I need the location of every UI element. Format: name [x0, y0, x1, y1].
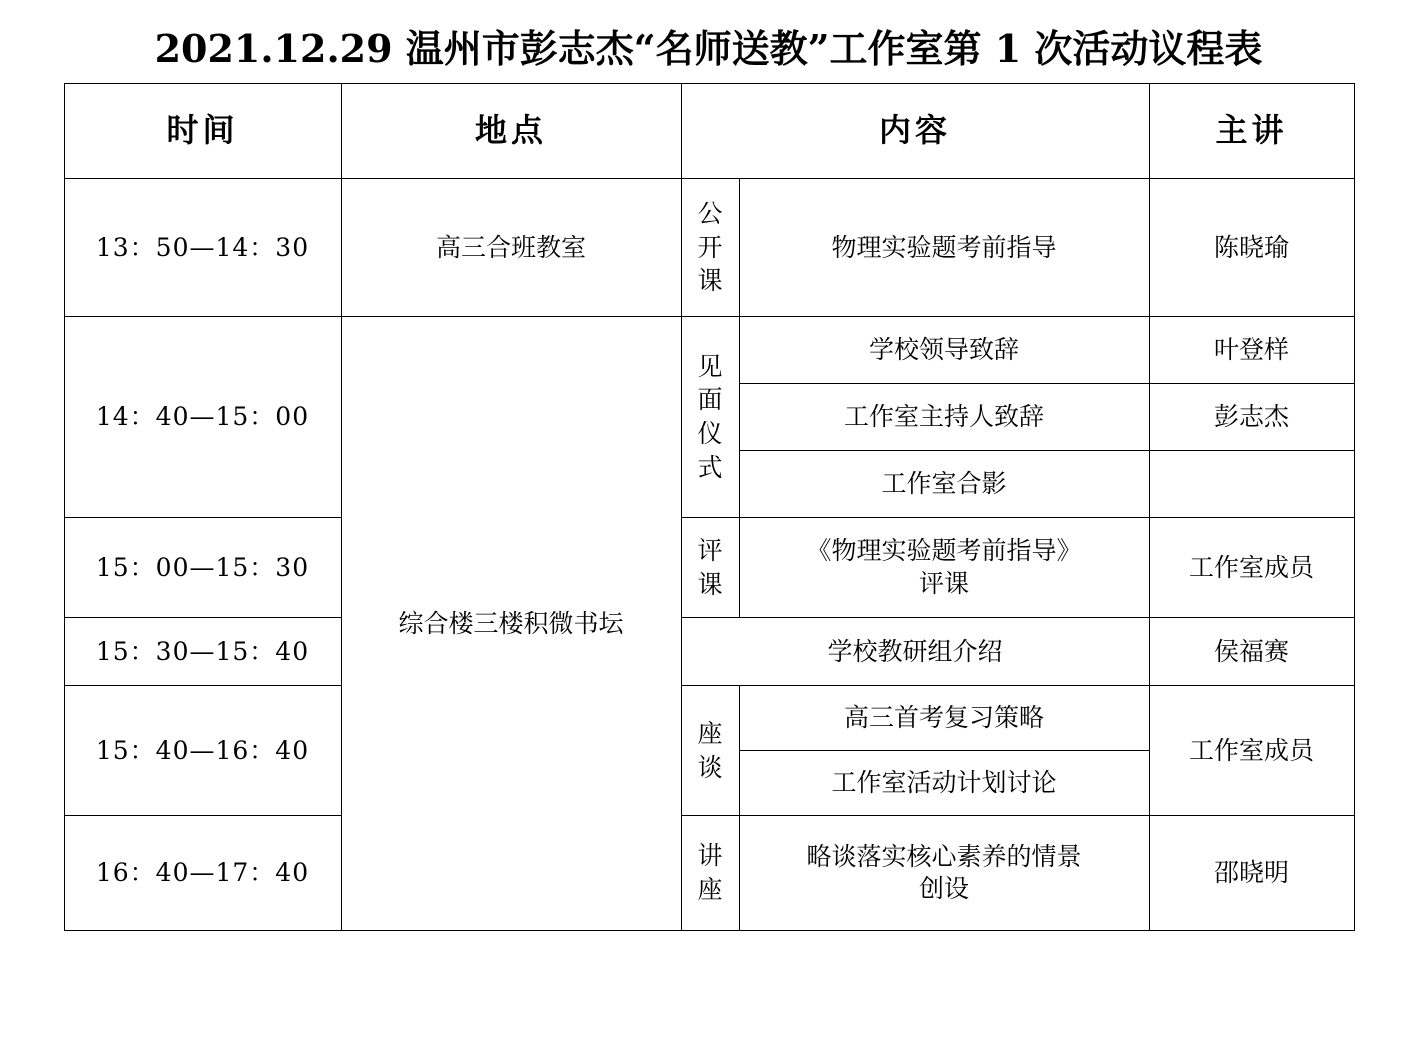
cell-content: 学校教研组介绍 [681, 618, 1149, 686]
cell-kind: 座 谈 [681, 686, 739, 816]
table-header-row [64, 84, 1354, 179]
table-row [64, 518, 1354, 618]
cell-time: 15：00—15：30 [64, 518, 341, 618]
cell-place: 高三合班教室 [341, 179, 681, 317]
cell-kind: 评 课 [681, 518, 739, 618]
column-header-place: 地点 [341, 84, 681, 179]
column-header-time: 时间 [64, 84, 341, 179]
agenda-table-wrapper [64, 83, 1354, 931]
cell-speaker: 彭志杰 [1149, 384, 1354, 451]
cell-speaker: 工作室成员 [1149, 518, 1354, 618]
table-row [64, 317, 1354, 384]
cell-kind: 见 面 仪 式 [681, 317, 739, 518]
agenda-table [64, 83, 1355, 931]
table-row [64, 686, 1354, 751]
page-title: 2021.12.29 温州市彭志杰“名师送教”工作室第 1 次活动议程表 [154, 26, 1263, 71]
cell-time: 15：30—15：40 [64, 618, 341, 686]
cell-content-line1: 略谈落实核心素养的情景 [806, 841, 1082, 871]
cell-time: 14：40—15：00 [64, 317, 341, 518]
cell-speaker: 陈晓瑜 [1149, 179, 1354, 317]
cell-content: 高三首考复习策略 [739, 686, 1149, 751]
cell-speaker: 叶登样 [1149, 317, 1354, 384]
column-header-speaker: 主讲 [1149, 84, 1354, 179]
cell-kind: 讲 座 [681, 816, 739, 931]
cell-content [739, 518, 1149, 618]
cell-content: 工作室活动计划讨论 [739, 751, 1149, 816]
table-row [64, 618, 1354, 686]
cell-time: 15：40—16：40 [64, 686, 341, 816]
cell-content-line1: 《物理实验题考前指导》 [806, 536, 1082, 565]
cell-content [739, 816, 1149, 931]
table-body [64, 179, 1354, 931]
cell-place: 综合楼三楼积微书坛 [341, 317, 681, 931]
cell-content: 工作室主持人致辞 [739, 384, 1149, 451]
column-header-content: 内容 [681, 84, 1149, 179]
cell-speaker: 工作室成员 [1149, 686, 1354, 816]
cell-kind: 公 开 课 [681, 179, 739, 317]
cell-content: 学校领导致辞 [739, 317, 1149, 384]
cell-speaker [1149, 451, 1354, 518]
cell-speaker: 邵晓明 [1149, 816, 1354, 931]
cell-time: 13：50—14：30 [64, 179, 341, 317]
cell-time: 16：40—17：40 [64, 816, 341, 931]
table-row [64, 816, 1354, 931]
cell-content-line2: 评课 [919, 568, 970, 598]
table-row [64, 179, 1354, 317]
cell-content: 物理实验题考前指导 [739, 179, 1149, 317]
cell-content: 工作室合影 [739, 451, 1149, 518]
table-header [64, 84, 1354, 179]
cell-content-line2: 创设 [919, 874, 970, 903]
cell-speaker: 侯福赛 [1149, 618, 1354, 686]
